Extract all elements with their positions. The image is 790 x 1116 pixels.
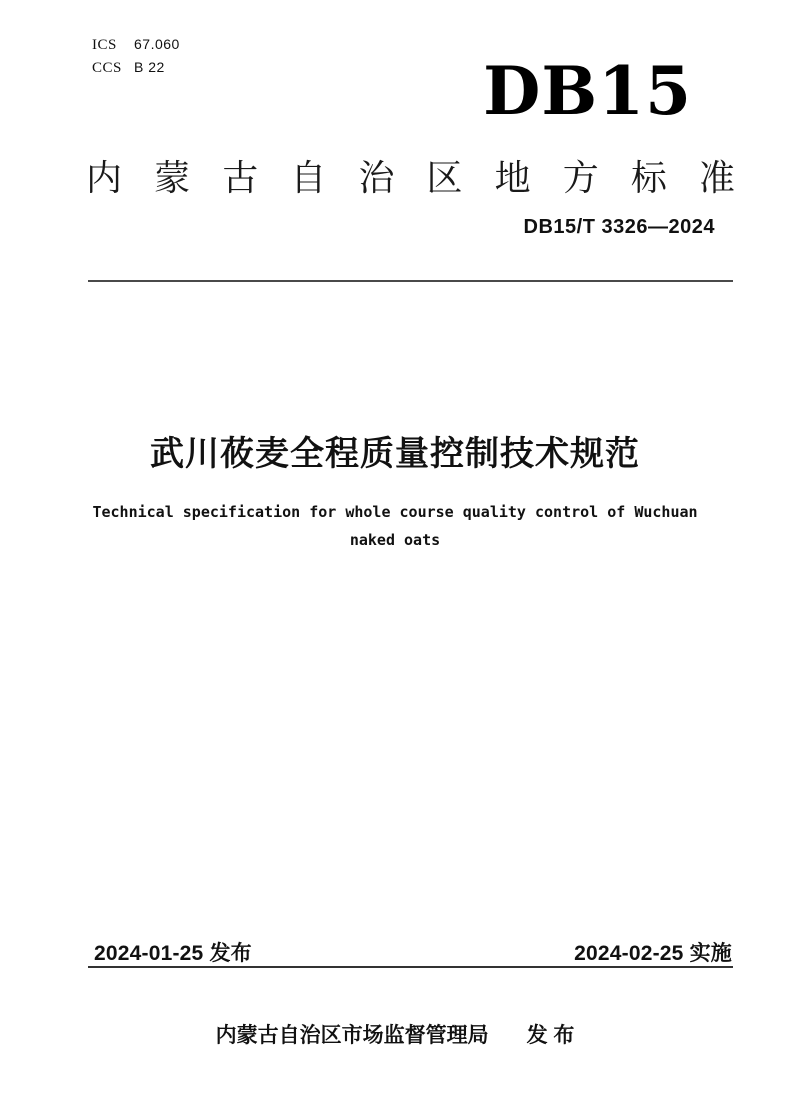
ics-code-line <box>92 33 180 56</box>
issue-date: 2024-01-25 发布 <box>94 942 252 965</box>
ccs-label: CCS <box>92 60 122 76</box>
publisher-name: 内蒙古自治区市场监督管理局 <box>215 1024 489 1047</box>
implementation-date: 2024-02-25 实施 <box>574 942 732 965</box>
ccs-code-line <box>92 56 180 79</box>
standard-name-row: 内 蒙 古 自 治 区 地 方 标 准 <box>86 157 735 198</box>
header-divider-rule <box>88 280 733 282</box>
dates-row <box>94 937 732 967</box>
publisher-line <box>0 1019 790 1049</box>
document-title-chinese: 武川莜麦全程质量控制技术规范 <box>150 435 640 473</box>
document-title-english <box>0 498 790 554</box>
db15-logo: DB15 <box>483 52 692 130</box>
publish-word: 发 布 <box>526 1024 575 1047</box>
standard-number: DB15/T 3326—2024 <box>523 216 715 238</box>
ics-label: ICS <box>92 37 117 53</box>
classification-codes <box>92 33 180 79</box>
ccs-value: B 22 <box>134 59 165 75</box>
title-english-line2: naked oats <box>349 531 441 549</box>
footer-divider-rule <box>88 966 733 968</box>
title-english-line1: Technical specification for whole course quality control of Wuchuan <box>92 503 698 521</box>
ics-value: 67.060 <box>134 36 180 52</box>
